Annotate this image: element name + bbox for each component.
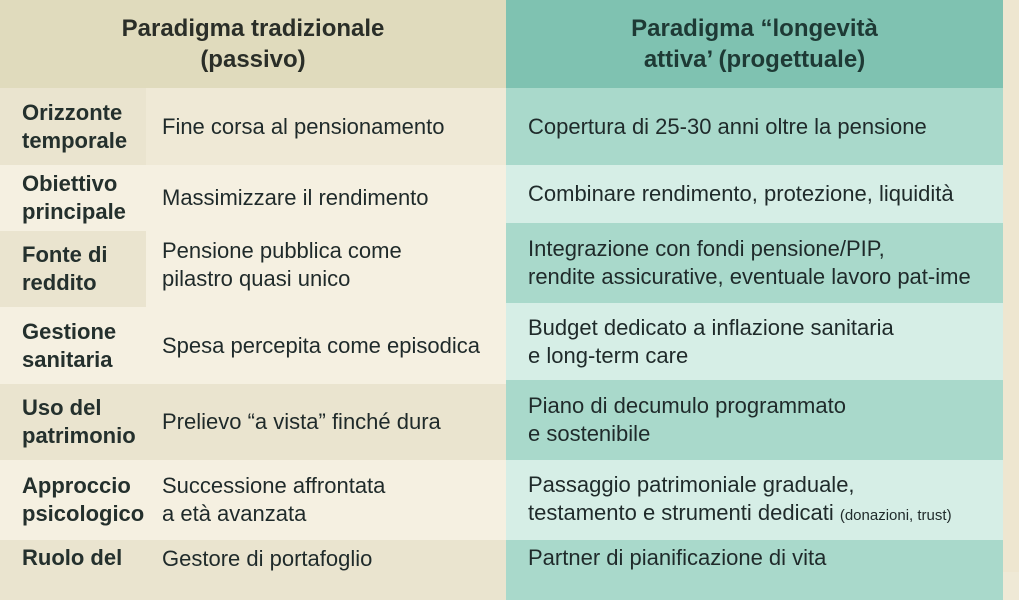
row-traditional-line1: Prelievo “a vista” finché dura — [162, 409, 441, 434]
row-longevity — [506, 380, 1003, 460]
row-longevity — [506, 460, 1003, 540]
row-traditional-line1: Successione affrontata — [162, 473, 386, 498]
row-traditional-line1: Spesa percepita come episodica — [162, 332, 480, 358]
row-traditional-line1: Gestore di portafoglio — [162, 546, 373, 571]
row-longevity-line2-wrap — [528, 499, 952, 530]
row-traditional — [146, 540, 506, 600]
row-longevity-line1: Partner di pianificazione di vita — [528, 545, 827, 570]
header-longevity — [506, 0, 1003, 88]
row-label — [0, 460, 146, 540]
row-traditional-line2: pilastro quasi unico — [162, 266, 351, 291]
row-label-line2: patrimonio — [22, 423, 136, 448]
row-label-line1: Gestione — [22, 318, 117, 344]
header-traditional-line2: (passivo) — [200, 46, 306, 73]
row-label — [0, 307, 146, 384]
row-traditional-line2: a età avanzata — [162, 501, 307, 526]
row-label-line1: Approccio — [22, 473, 131, 498]
row-label-line1: Ruolo del — [22, 545, 123, 570]
row-traditional-line1: Massimizzare il rendimento — [162, 185, 429, 210]
row-longevity-line1: Budget dedicato a inflazione sanitaria — [528, 314, 894, 340]
row-longevity-line2: e sostenibile — [528, 421, 651, 446]
row-longevity-line1: Combinare rendimento, protezione, liquidità — [528, 181, 954, 206]
header-longevity-line2: attiva’ (progettuale) — [643, 46, 866, 73]
row-longevity-line1: Passaggio patrimoniale graduale, — [528, 471, 855, 497]
row-longevity-line1: Integrazione con fondi pensione/PIP, — [528, 236, 885, 261]
row-traditional — [0, 88, 506, 165]
row-traditional-line1: Pensione pubblica come — [162, 238, 402, 263]
row-label-line2: sanitaria — [22, 346, 113, 372]
row-label-line1: Fonte di — [22, 242, 108, 267]
row-longevity-line1: Copertura di 25-30 anni oltre la pensione — [528, 113, 927, 139]
header-longevity-line1: Paradigma “longevità — [631, 15, 878, 42]
row-traditional — [146, 223, 506, 307]
row-longevity-line1: Piano di decumulo programmato — [528, 393, 846, 418]
header-traditional — [0, 0, 506, 88]
row-label-line2: temporale — [22, 127, 128, 153]
row-traditional-line1: Fine corsa al pensionamento — [162, 113, 445, 139]
row-traditional — [146, 165, 506, 231]
row-longevity — [506, 223, 1003, 303]
row-label-line1: Obiettivo — [22, 171, 118, 196]
row-longevity-line2: rendite assicurative, eventuale lavoro pat-ime — [528, 264, 971, 289]
row-longevity — [506, 303, 1003, 380]
row-label-line1: Orizzonte — [22, 99, 123, 125]
row-longevity — [506, 165, 1003, 223]
header-traditional-line1: Paradigma tradizionale — [121, 15, 385, 42]
row-label-line2: principale — [22, 199, 126, 224]
row-traditional — [146, 384, 506, 460]
row-label — [0, 165, 146, 231]
row-traditional — [146, 460, 506, 540]
row-label — [0, 540, 146, 600]
row-label-line2: reddito — [22, 270, 97, 295]
row-label-line1: Uso del — [22, 395, 102, 420]
row-longevity-line2-small: (donazioni, trust) — [839, 506, 952, 524]
row-longevity-line2: testamento e strumenti dedicati — [528, 499, 834, 525]
row-longevity — [506, 540, 1003, 600]
right-margin-strip — [1003, 0, 1019, 572]
row-label — [0, 384, 146, 460]
row-longevity-line2: e long-term care — [528, 342, 689, 368]
row-traditional — [146, 307, 506, 384]
row-longevity — [506, 88, 1003, 165]
row-label-line2: psicologico — [22, 501, 145, 526]
row-label — [0, 231, 146, 307]
